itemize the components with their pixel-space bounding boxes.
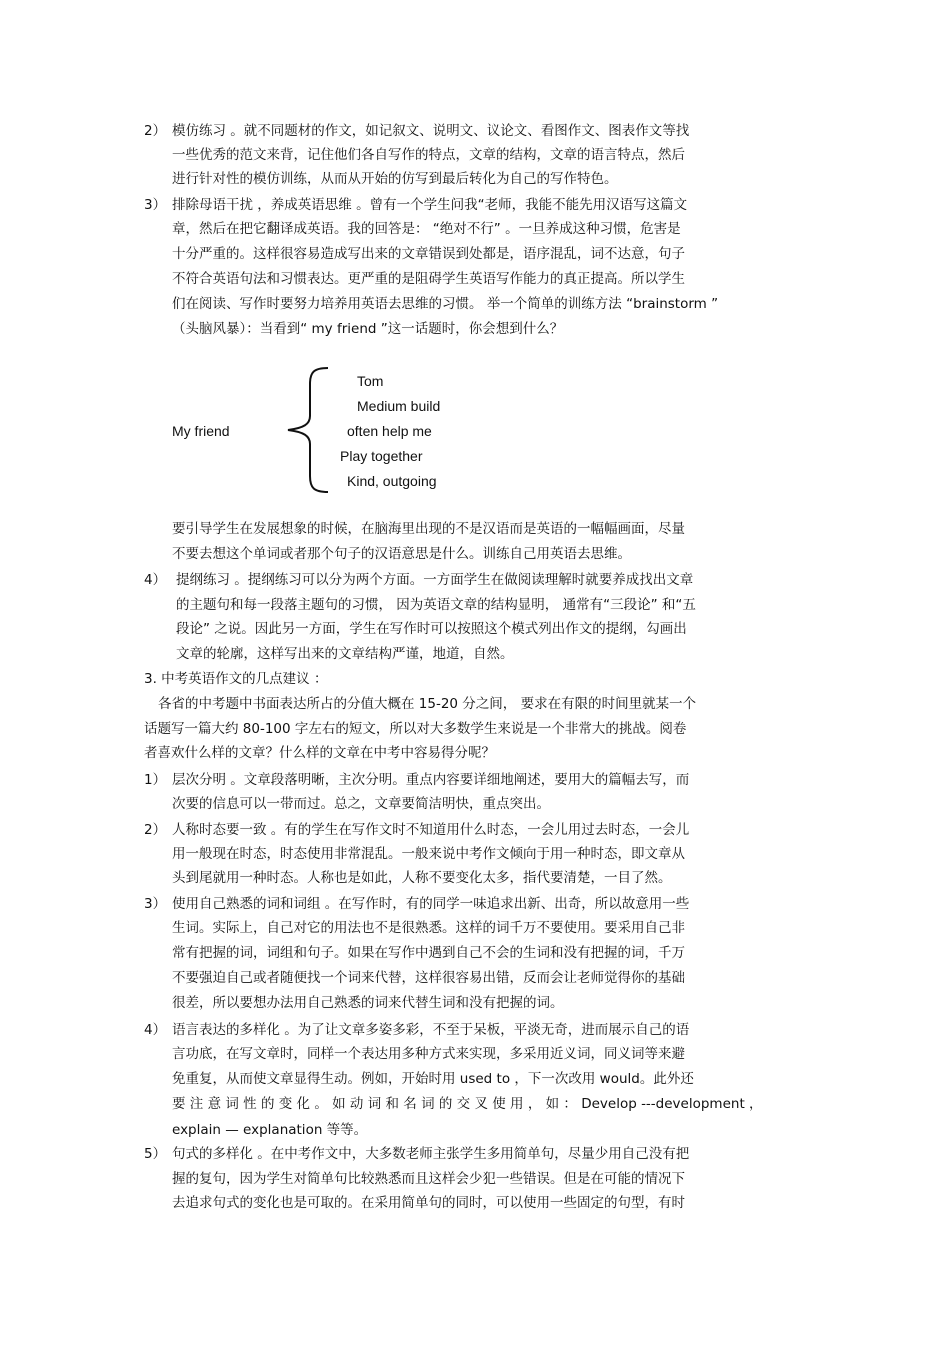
brainstorm-item: Play together (340, 448, 423, 464)
section-heading: 3. 中考英语作文的几点建议 ： (144, 671, 328, 687)
paragraph-line: 的主题句和每一段落主题句的习惯， 因为英语文章的结构显明， 通常有“三段论” 和“五 (176, 597, 696, 613)
paragraph-line: 使用自己熟悉的词和词组 。在写作时，有的同学一味追求出新、出奇，所以故意用一些 (172, 896, 690, 912)
paragraph-line: 不要强迫自己或者随便找一个词来代替，这样很容易出错，反而会让老师觉得你的基础 (172, 970, 685, 986)
paragraph-line: 章，然后在把它翻译成英语。我的回答是： “绝对不行” 。一旦养成这种习惯，危害是 (172, 221, 681, 237)
brainstorm-item: Tom (357, 373, 384, 389)
paragraph-line: （头脑风暴）：当看到“ my friend ”这一话题时，你会想到什么？ (172, 321, 564, 337)
paragraph-line: 握的复句，因为学生对简单句比较熟悉而且这样会少犯一些错误。但是在可能的情况下 (172, 1171, 685, 1187)
item-number: 4） (144, 1022, 167, 1038)
item-number: 3） (144, 896, 167, 912)
paragraph-line: 十分严重的。这样很容易造成写出来的文章错误到处都是，语序混乱，词不达意，句子 (172, 246, 685, 262)
paragraph-line: 言功底，在写文章时，同样一个表达用多种方式来实现，多采用近义词，同义词等来避 (172, 1046, 685, 1062)
paragraph-line: 句式的多样化 。在中考作文中，大多数老师主张学生多用简单句，尽量少用自己没有把 (172, 1146, 690, 1162)
paragraph-line: 进行针对性的模仿训练，从而从开始的仿写到最后转化为自己的写作特色。 (172, 171, 618, 187)
brainstorm-item: often help me (347, 423, 432, 439)
curly-brace-icon (284, 366, 332, 494)
brainstorm-center-label: My friend (172, 423, 230, 439)
paragraph-line: 次要的信息可以一带而过。总之，文章要简洁明快，重点突出。 (172, 796, 550, 812)
paragraph-line: 语言表达的多样化 。为了让文章多姿多彩，不至于呆板，平淡无奇，进而展示自己的语 (172, 1022, 690, 1038)
paragraph-line: 用一般现在时态，时态使用非常混乱。一般来说中考作文倾向于用一种时态，即文章从 (172, 846, 685, 862)
paragraph-line: 模仿练习 。就不同题材的作文，如记叙文、说明文、议论文、看图作文、图表作文等找 (172, 123, 690, 139)
item-number: 4） (144, 572, 167, 588)
paragraph-line: 免重复，从而使文章显得生动。例如，开始时用 used to ，下一次改用 would。此外还 (172, 1071, 694, 1087)
brainstorm-item: Kind, outgoing (347, 473, 437, 489)
paragraph-line: 话题写一篇大约 80-100 字左右的短文，所以对大多数学生来说是一个非常大的挑战。阅卷 (144, 721, 687, 737)
paragraph-line: 很差，所以要想办法用自己熟悉的词来代替生词和没有把握的词。 (172, 995, 564, 1011)
paragraph-line: 们在阅读、写作时要努力培养用英语去思维的习惯。 举一个简单的训练方法 “brainstorm ” (172, 296, 719, 312)
paragraph-line: 常有把握的词，词组和句子。如果在写作中遇到自己不会的生词和没有把握的词，千万 (172, 945, 685, 961)
paragraph-line: 层次分明 。文章段落明晰，主次分明。重点内容要详细地阐述，要用大的篇幅去写，而 (172, 772, 690, 788)
item-number: 2） (144, 123, 167, 139)
paragraph-line: 生词。实际上，自己对它的用法也不是很熟悉。这样的词千万不要使用。要采用自己非 (172, 920, 685, 936)
item-number: 1） (144, 772, 167, 788)
item-number: 2） (144, 822, 167, 838)
paragraph-line: explain — explanation 等等。 (172, 1122, 368, 1138)
paragraph-line: 要引导学生在发展想象的时候，在脑海里出现的不是汉语而是英语的一幅幅画面，尽量 (172, 521, 685, 537)
paragraph-line: 段论” 之说。因此另一方面，学生在写作时可以按照这个模式列出作文的提纲，勾画出 (176, 621, 687, 637)
paragraph-line: 要 注 意 词 性 的 变 化 。 如 动 词 和 名 词 的 交 叉 使 用 ， 如 ： Develop ---development ， (172, 1096, 763, 1112)
item-number: 5） (144, 1146, 167, 1162)
item-number: 3） (144, 197, 167, 213)
paragraph-line: 不要去想这个单词或者那个句子的汉语意思是什么。训练自己用英语去思维。 (172, 546, 631, 562)
paragraph-line: 提纲练习 。提纲练习可以分为两个方面。一方面学生在做阅读理解时就要养成找出文章 (176, 572, 694, 588)
paragraph-line: 各省的中考题中书面表达所占的分值大概在 15-20 分之间， 要求在有限的时间里就某一个 (158, 696, 697, 712)
paragraph-line: 文章的轮廓，这样写出来的文章结构严谨，地道，自然。 (176, 646, 514, 662)
paragraph-line: 一些优秀的范文来背，记住他们各自写作的特点，文章的结构，文章的语言特点，然后 (172, 147, 685, 163)
paragraph-line: 去追求句式的变化也是可取的。在采用简单句的同时，可以使用一些固定的句型，有时 (172, 1195, 685, 1211)
brainstorm-item: Medium build (357, 398, 441, 414)
paragraph-line: 不符合英语句法和习惯表达。更严重的是阻碍学生英语写作能力的真正提高。所以学生 (172, 271, 685, 287)
paragraph-line: 排除母语干扰 ，养成英语思维 。曾有一个学生问我“老师，我能不能先用汉语写这篇文 (172, 197, 688, 213)
paragraph-line: 者喜欢什么样的文章？什么样的文章在中考中容易得分呢？ (144, 745, 495, 761)
paragraph-line: 人称时态要一致 。有的学生在写作文时不知道用什么时态，一会儿用过去时态，一会儿 (172, 822, 690, 838)
paragraph-line: 头到尾就用一种时态。人称也是如此，人称不要变化太多，指代要清楚，一目了然。 (172, 870, 672, 886)
